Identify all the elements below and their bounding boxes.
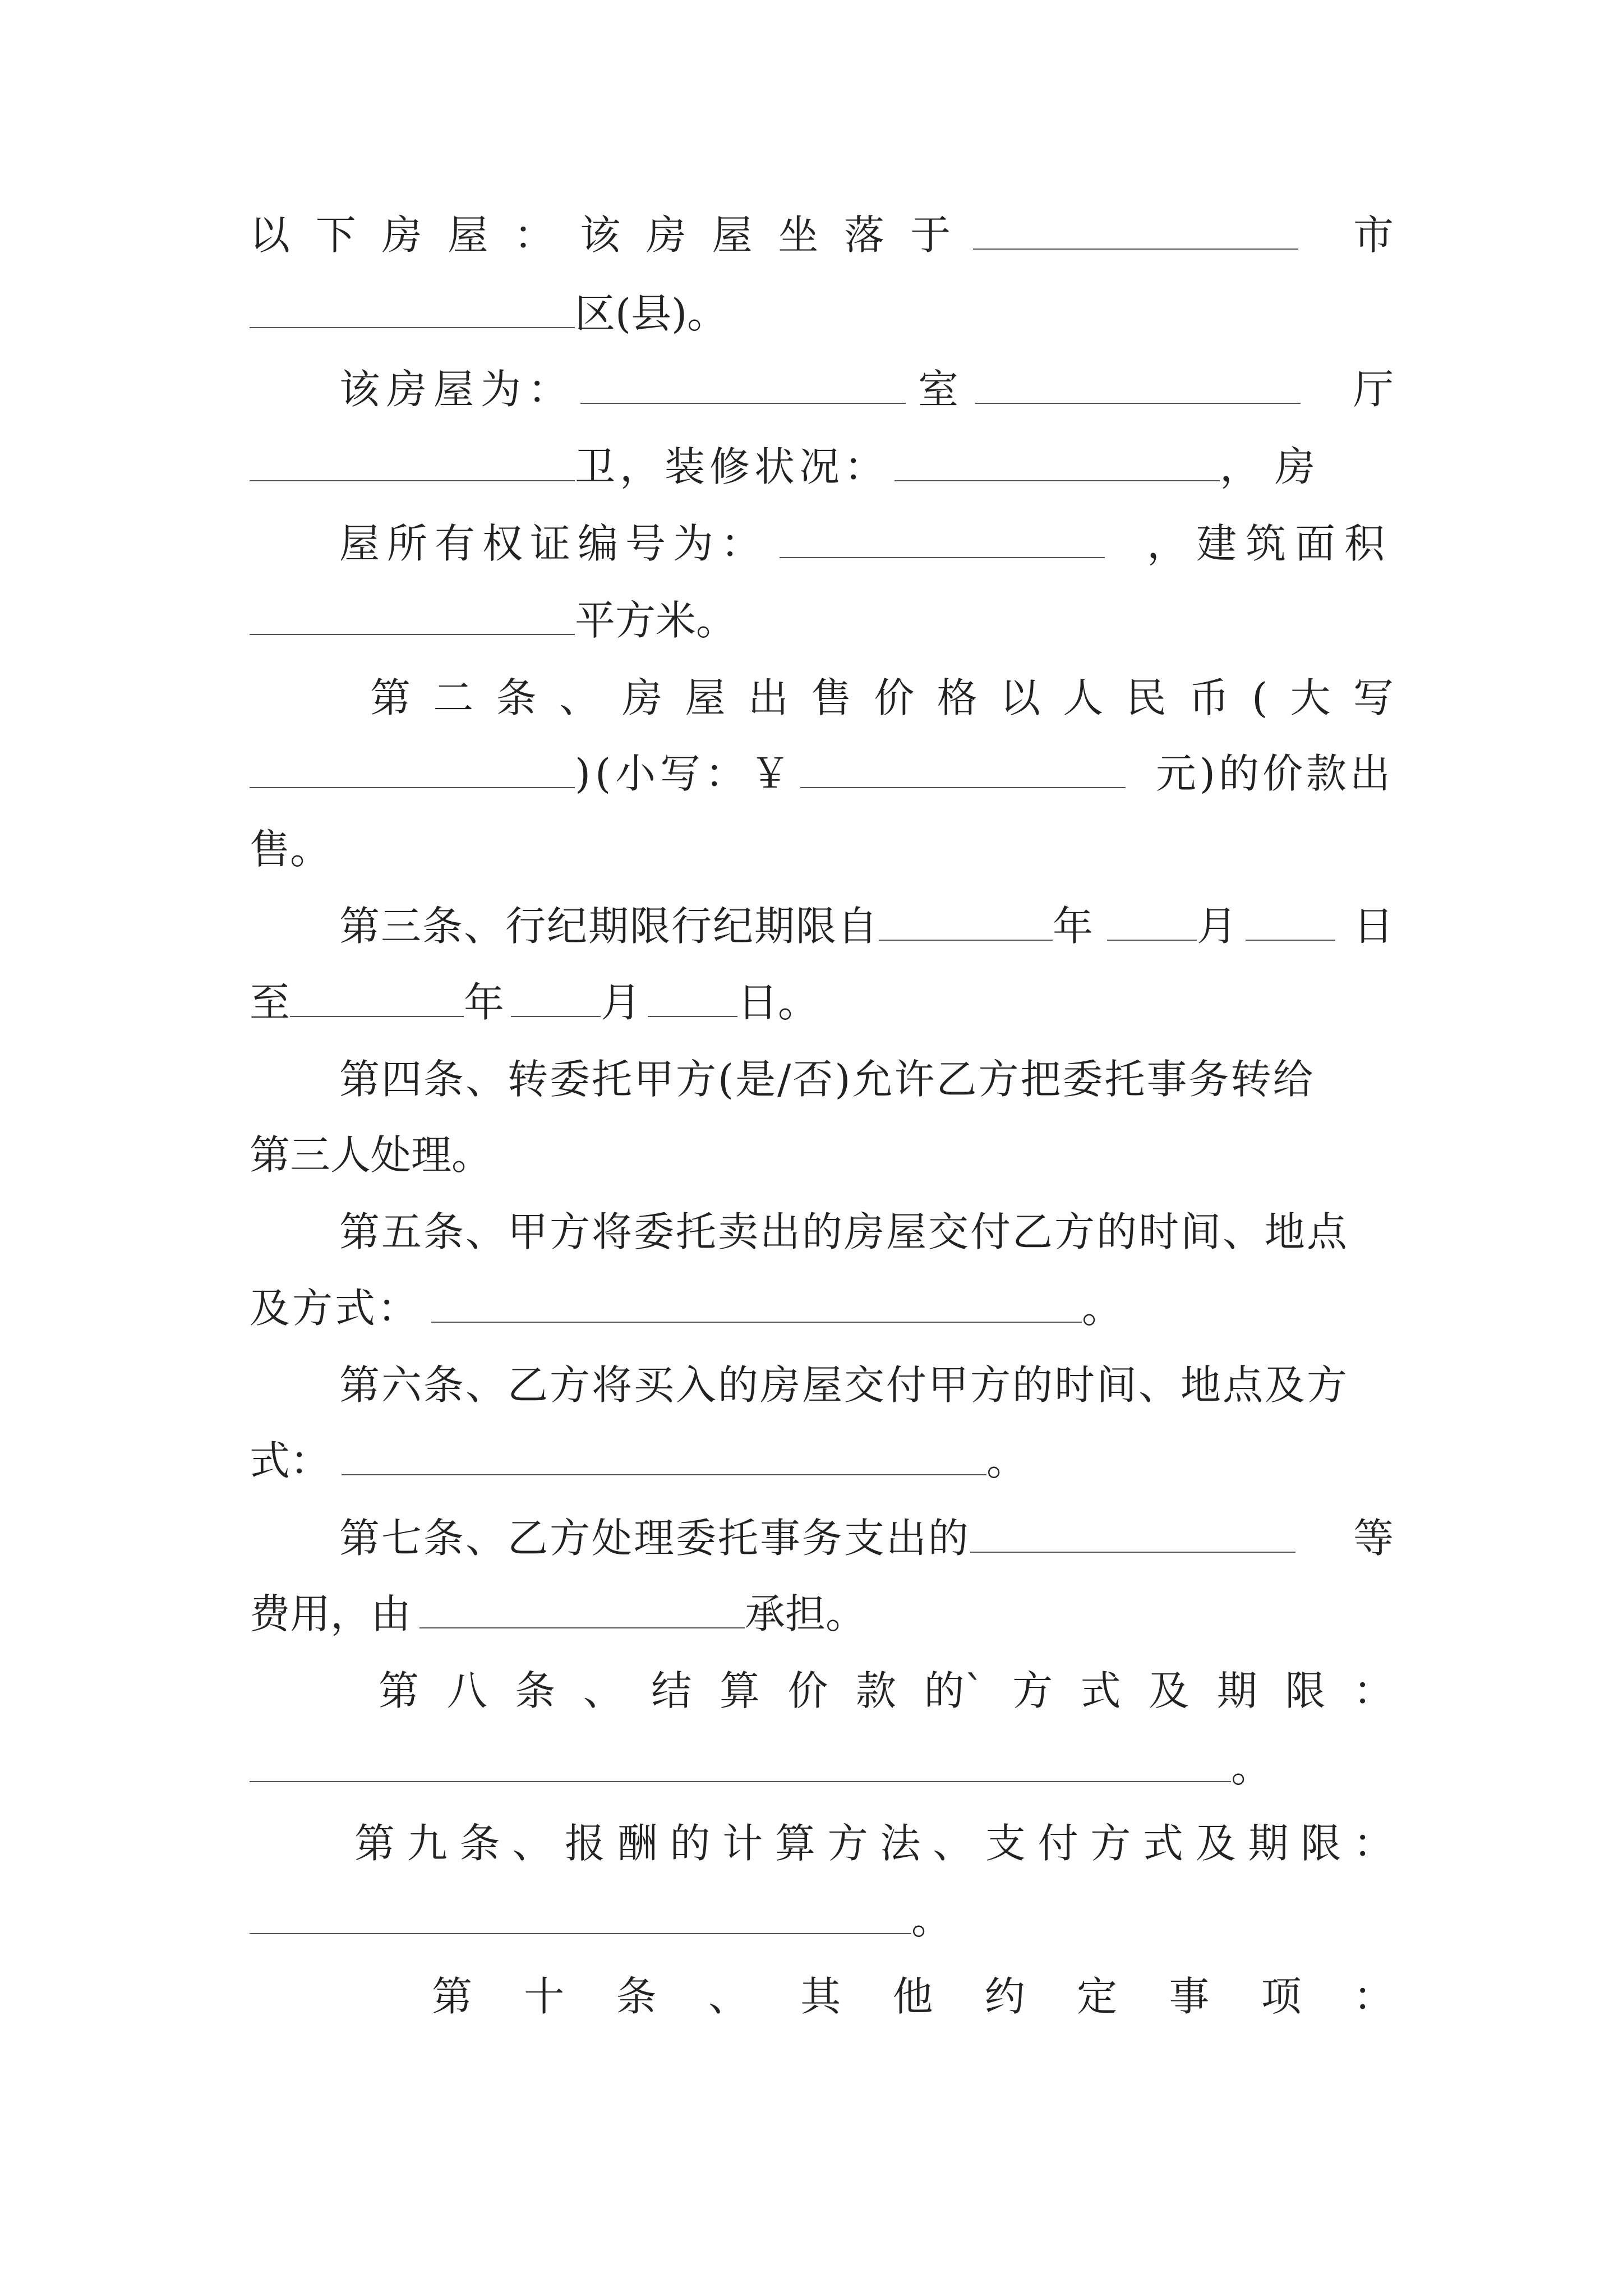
decoration-label: 卫，装修状况： bbox=[575, 443, 889, 490]
etc-label: 等 bbox=[1353, 1515, 1394, 1562]
char: 及 bbox=[1195, 1820, 1236, 1867]
char: 币 bbox=[1188, 674, 1229, 721]
line-4-end: ，房 bbox=[1220, 443, 1330, 490]
period: 。 bbox=[911, 1896, 952, 1943]
char: 约 bbox=[984, 1973, 1025, 2020]
bear-label: 承担。 bbox=[745, 1590, 866, 1637]
char: ： bbox=[1353, 1820, 1394, 1867]
expense-blank[interactable] bbox=[970, 1552, 1295, 1553]
end-day-blank[interactable] bbox=[648, 1016, 737, 1017]
line-21 bbox=[250, 1726, 1394, 1791]
end-year-blank[interactable] bbox=[290, 1016, 464, 1017]
certificate-blank[interactable] bbox=[780, 557, 1105, 558]
char: 、 bbox=[559, 674, 600, 721]
char: 价 bbox=[787, 1667, 828, 1714]
remuneration-blank[interactable] bbox=[250, 1933, 911, 1934]
line-20 bbox=[379, 1649, 1394, 1714]
line-15 bbox=[250, 1267, 1394, 1332]
line-24 bbox=[432, 1955, 1394, 2020]
char: 条 bbox=[496, 674, 537, 721]
hall-label: 厅 bbox=[1353, 366, 1394, 413]
char: 条 bbox=[616, 1973, 657, 2020]
line-9 bbox=[250, 808, 1394, 873]
line-13-text: 第三人处理。 bbox=[250, 1131, 492, 1179]
char: 于 bbox=[910, 211, 951, 259]
line-6 bbox=[250, 579, 1394, 644]
char: 屋 bbox=[712, 211, 753, 259]
char: 、 bbox=[708, 1973, 749, 2020]
term-label: 第三条、行纪期限行纪期限自 bbox=[339, 903, 879, 950]
char: 算 bbox=[719, 1667, 760, 1714]
char: 第 bbox=[370, 674, 411, 721]
article-7: 第七条、乙方处理委托事务支出的 bbox=[339, 1515, 971, 1562]
char: 条 bbox=[459, 1820, 500, 1867]
char: 第 bbox=[354, 1820, 395, 1867]
line-9-text: 售。 bbox=[250, 826, 331, 873]
line-16 bbox=[339, 1343, 1394, 1409]
month-label: 月 bbox=[601, 979, 642, 1026]
char: ： bbox=[1353, 1667, 1394, 1714]
line-12 bbox=[339, 1038, 1394, 1103]
char: 条 bbox=[515, 1667, 556, 1714]
char: 价 bbox=[874, 674, 915, 721]
house-type-label: 该房屋为： bbox=[339, 366, 575, 413]
area-unit: 平方米。 bbox=[575, 597, 737, 644]
line-23 bbox=[250, 1878, 1394, 1943]
line-1-chars bbox=[250, 211, 951, 259]
char: ( bbox=[1252, 674, 1268, 721]
article-5: 第五条、甲方将委托卖出的房屋交付乙方的时间、地点 bbox=[339, 1208, 1349, 1255]
char: 房 bbox=[645, 211, 686, 259]
char: 下 bbox=[315, 211, 356, 259]
char: 计 bbox=[722, 1820, 763, 1867]
district-blank[interactable] bbox=[250, 327, 575, 328]
char: 十 bbox=[524, 1973, 565, 2020]
area-label: ，建筑面积 bbox=[1146, 520, 1394, 567]
method-label: 式： bbox=[250, 1437, 331, 1484]
settlement-blank[interactable] bbox=[250, 1781, 1231, 1782]
char: 的 bbox=[670, 1820, 711, 1867]
city-label: 市 bbox=[1353, 211, 1394, 259]
char: 式 bbox=[1080, 1667, 1121, 1714]
char: 方 bbox=[1090, 1820, 1131, 1867]
char: 结 bbox=[651, 1667, 692, 1714]
char: 屋 bbox=[448, 211, 488, 259]
line-17 bbox=[250, 1419, 1394, 1484]
char: 支 bbox=[985, 1820, 1026, 1867]
delivery-method-blank[interactable] bbox=[431, 1322, 1082, 1323]
price-lower-blank[interactable] bbox=[800, 787, 1126, 788]
char: 法 bbox=[880, 1820, 921, 1867]
year-label: 年 bbox=[1053, 903, 1094, 950]
hall-blank[interactable] bbox=[975, 403, 1301, 404]
article-6: 第六条、乙方将买入的房屋交付甲方的时间、地点及方 bbox=[339, 1361, 1349, 1409]
char: 写 bbox=[1353, 674, 1394, 721]
month-label: 月 bbox=[1197, 903, 1238, 950]
line-8 bbox=[250, 732, 1394, 797]
price-unit: 元)的价款出 bbox=[1155, 750, 1394, 797]
line-19 bbox=[250, 1572, 1394, 1637]
char: 的` bbox=[924, 1667, 985, 1714]
district-label: 区(县)。 bbox=[575, 290, 728, 337]
char: 、 bbox=[512, 1820, 553, 1867]
delivery-method-blank[interactable] bbox=[342, 1474, 986, 1475]
char: 格 bbox=[937, 674, 978, 721]
char: 限 bbox=[1301, 1820, 1341, 1867]
char: 、 bbox=[583, 1667, 624, 1714]
line-13 bbox=[250, 1114, 1394, 1179]
char: 他 bbox=[892, 1973, 933, 2020]
line-22 bbox=[354, 1802, 1394, 1867]
char: 算 bbox=[774, 1820, 815, 1867]
char: 事 bbox=[1169, 1973, 1210, 2020]
char: 该 bbox=[579, 211, 620, 259]
line-14 bbox=[339, 1190, 1394, 1255]
char: ： bbox=[514, 211, 555, 259]
char: 项 bbox=[1261, 1973, 1302, 2020]
char: 以 bbox=[999, 674, 1040, 721]
char: 付 bbox=[1038, 1820, 1078, 1867]
char: 限 bbox=[1285, 1667, 1326, 1714]
char: 方 bbox=[827, 1820, 868, 1867]
line-7 bbox=[370, 656, 1394, 721]
char: 方 bbox=[1012, 1667, 1053, 1714]
year-label: 年 bbox=[464, 979, 505, 1026]
start-day-blank[interactable] bbox=[1246, 940, 1335, 941]
article-4: 第四条、转委托甲方(是/否)允许乙方把委托事务转给 bbox=[339, 1056, 1315, 1103]
char: 以 bbox=[250, 211, 291, 259]
char: 第 bbox=[379, 1667, 419, 1714]
char: 及 bbox=[1149, 1667, 1189, 1714]
char: 式 bbox=[1143, 1820, 1184, 1867]
char: 出 bbox=[748, 674, 789, 721]
char: 屋 bbox=[685, 674, 726, 721]
char: 款 bbox=[855, 1667, 896, 1714]
char: 售 bbox=[811, 674, 852, 721]
price-upper-blank[interactable] bbox=[250, 787, 575, 788]
char: 坐 bbox=[778, 211, 819, 259]
room-label: 室 bbox=[918, 366, 959, 413]
decoration-blank[interactable] bbox=[895, 480, 1220, 481]
char: 第 bbox=[432, 1973, 473, 2020]
end-month-blank[interactable] bbox=[511, 1016, 601, 1017]
room-blank[interactable] bbox=[580, 403, 906, 404]
area-blank[interactable] bbox=[250, 634, 575, 635]
expense-bearer-blank[interactable] bbox=[419, 1627, 745, 1628]
char: 房 bbox=[622, 674, 663, 721]
price-lower-label: )(小写：￥ bbox=[575, 750, 795, 797]
char: 酬 bbox=[617, 1820, 658, 1867]
method-label: 及方式： bbox=[250, 1285, 421, 1332]
char: 期 bbox=[1248, 1820, 1289, 1867]
line-2 bbox=[250, 272, 1394, 337]
char: 报 bbox=[564, 1820, 605, 1867]
line-11 bbox=[250, 961, 1394, 1026]
period: 。 bbox=[1231, 1744, 1272, 1791]
certificate-label: 屋所有权证编号为： bbox=[339, 520, 769, 567]
day-label: 日 bbox=[1353, 903, 1394, 950]
line-10 bbox=[339, 885, 1394, 950]
line-4 bbox=[250, 425, 1394, 490]
char: 落 bbox=[844, 211, 885, 259]
period: 。 bbox=[986, 1437, 1027, 1484]
char: 定 bbox=[1077, 1973, 1118, 2020]
expense-bearer-label: 费用，由 bbox=[250, 1590, 412, 1637]
char: 房 bbox=[381, 211, 422, 259]
char: 八 bbox=[446, 1667, 487, 1714]
period: 。 bbox=[1082, 1285, 1123, 1332]
char: 民 bbox=[1126, 674, 1166, 721]
line-3 bbox=[339, 348, 1394, 413]
char: 大 bbox=[1290, 674, 1331, 721]
line-18 bbox=[339, 1497, 1394, 1562]
char: 九 bbox=[407, 1820, 448, 1867]
char: 其 bbox=[800, 1973, 841, 2020]
city-blank[interactable] bbox=[973, 249, 1298, 250]
char: 人 bbox=[1063, 674, 1104, 721]
line-5 bbox=[339, 502, 1394, 567]
char: 二 bbox=[433, 674, 474, 721]
day-label: 日。 bbox=[737, 979, 819, 1026]
char: ： bbox=[1353, 1973, 1394, 2020]
line-1 bbox=[250, 194, 1394, 259]
to-label: 至 bbox=[250, 979, 291, 1026]
bath-blank[interactable] bbox=[250, 480, 575, 481]
char: 、 bbox=[933, 1820, 974, 1867]
start-month-blank[interactable] bbox=[1107, 940, 1197, 941]
start-year-blank[interactable] bbox=[879, 940, 1053, 941]
char: 期 bbox=[1216, 1667, 1257, 1714]
